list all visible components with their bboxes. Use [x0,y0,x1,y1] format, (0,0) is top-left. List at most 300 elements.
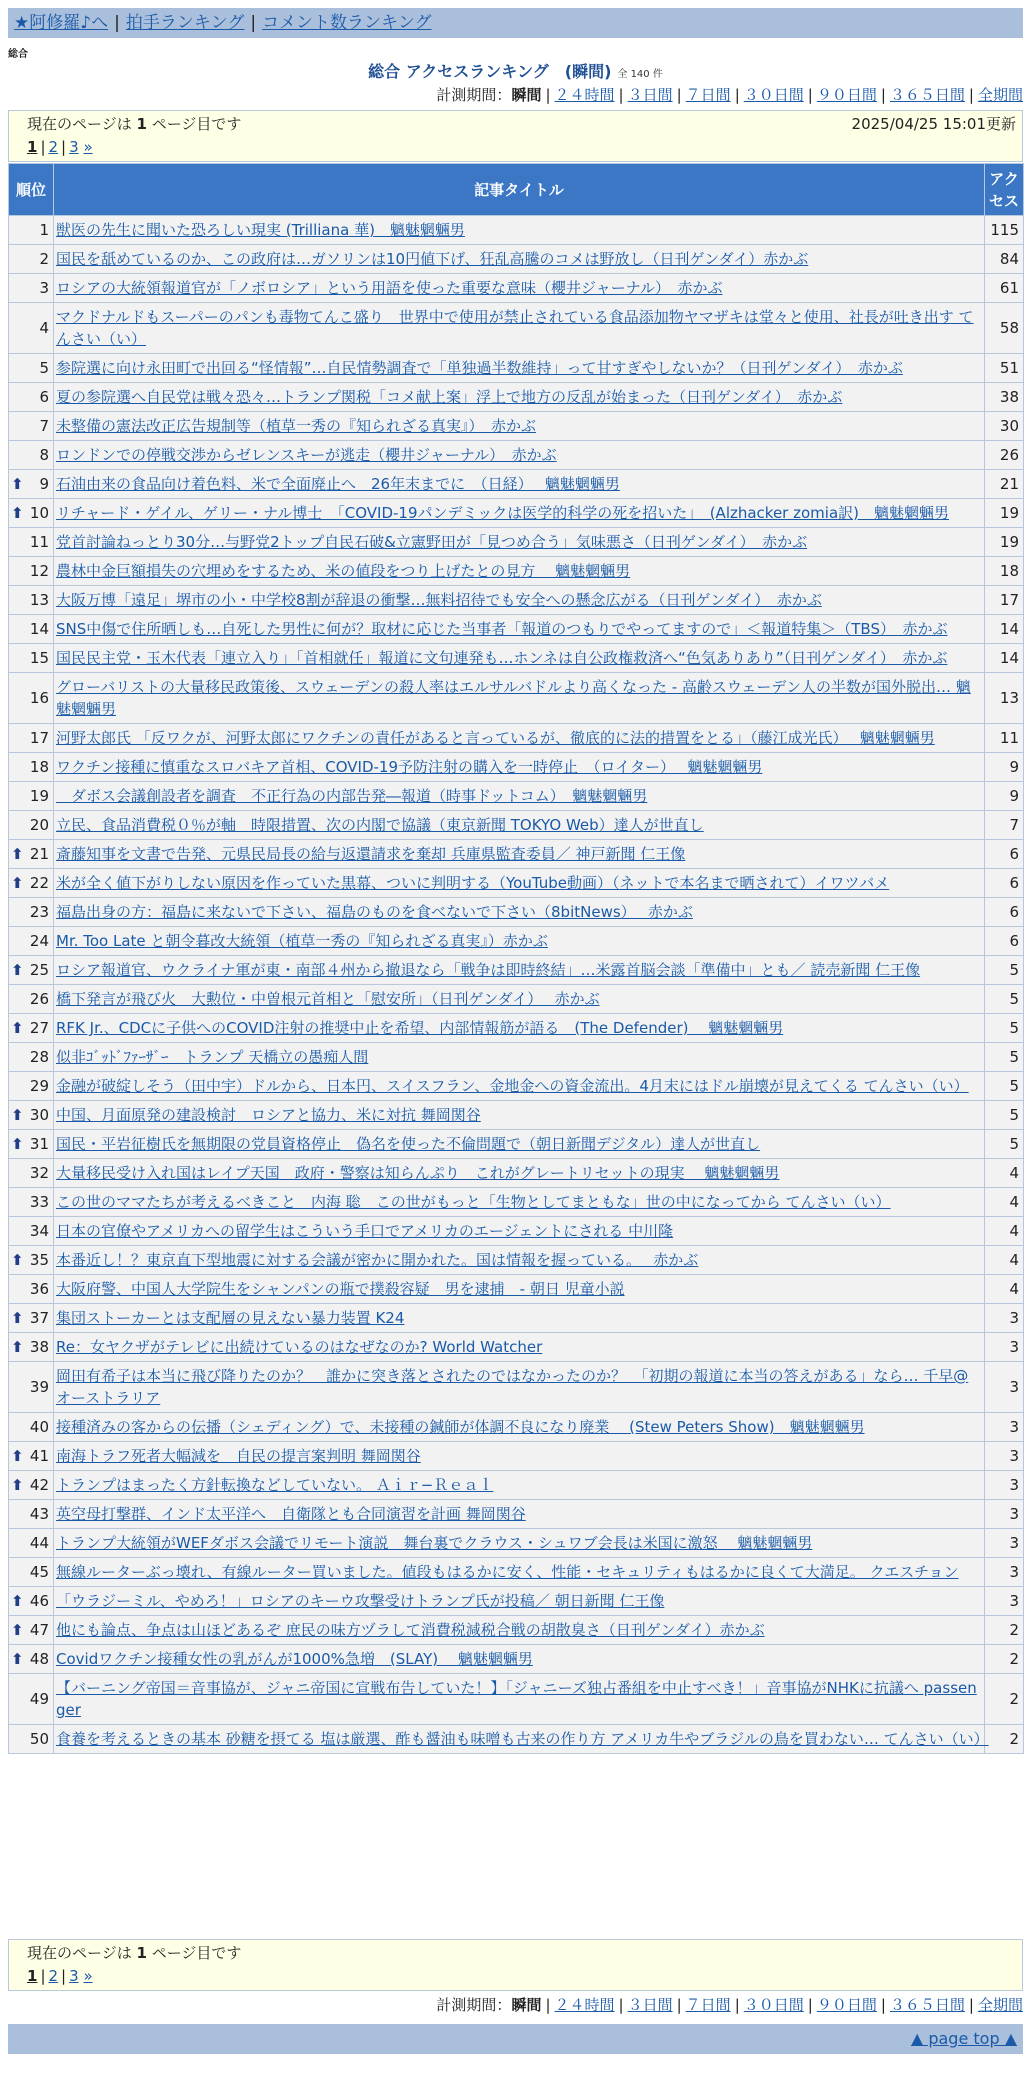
rank-number: 19 [29,787,49,805]
rank-cell [9,869,54,898]
access-count: 7 [985,811,1024,840]
total-count: 全 140 件 [617,69,663,80]
article-link[interactable]: 接種済みの客からの伝播（シェディング）で、未接種の鍼師が体調不良になり廃業 (Stew Peters Show) 魑魅魍魎男 [56,1418,865,1436]
page-link-2[interactable]: 2 [48,1967,59,1985]
article-link[interactable]: この世のママたちが考えるべきこと 内海 聡 この世がもっと「生物としてまともな」世の中になってから てんさい（い） [56,1193,891,1211]
rank-number: 5 [39,359,49,377]
rank-number: 1 [39,221,49,239]
pager-top [8,110,1023,162]
access-count: 2 [985,1616,1024,1645]
article-link[interactable]: 南海トラフ死者大幅減を 自民の提言案判明 舞岡関谷 [56,1447,421,1465]
title-cell [54,1275,985,1304]
article-link[interactable]: リチャード・ゲイル、ゲリー・ナル博士 「COVID-19パンデミックは医学的科学の死を招いた」 (Alzhacker zomia訳) 魑魅魍魎男 [56,504,949,522]
access-count: 9 [985,753,1024,782]
rank-number: 18 [29,758,49,776]
table-row [9,840,1024,869]
rank-number: 7 [39,417,49,435]
footer-bar [8,2024,1023,2054]
access-count: 51 [985,354,1024,383]
page-status [27,1942,1022,1965]
rank-number: 40 [29,1418,49,1436]
access-count: 3 [985,1304,1024,1333]
rank-number: 17 [29,729,49,747]
rank-cell [9,1275,54,1304]
article-link[interactable]: 「ウラジーミル、やめろ！」ロシアのキーウ攻撃受けトランプ氏が投稿／ 朝日新聞 仁王像 [56,1592,665,1610]
comment-ranking-link[interactable]: コメント数ランキング [262,13,432,33]
page-link-3[interactable]: 3 [69,138,79,156]
article-link[interactable]: 本番近し！？東京直下型地震に対する会議が密かに開かれた。国は情報を握っている。 赤かぶ [56,1251,699,1269]
up-arrow-icon: ⬆ [11,504,24,522]
page-status-prefix: 現在のページは [27,1944,132,1962]
rank-cell [9,1413,54,1442]
rank-number: 14 [29,620,49,638]
up-arrow-icon: ⬆ [11,1309,24,1327]
up-arrow-icon: ⬆ [11,1476,24,1494]
table-row [9,1413,1024,1442]
article-link[interactable]: 似非ｺﾞｯﾄﾞﾌｧｰｻﾞｰ トランプ 天橋立の愚痴人間 [56,1048,369,1066]
rank-cell [9,1645,54,1674]
access-count: 61 [985,274,1024,303]
next-page-link[interactable]: » [83,1967,93,1985]
title-cell [54,644,985,673]
title-cell [54,274,985,303]
article-link[interactable]: SNS中傷で住所晒しも…自死した男性に何が？取材に応じた当事者「報道のつもりでやってますので」＜報道特集＞（TBS） 赤かぶ [56,620,948,638]
page-status-number: 1 [136,115,147,133]
rank-number: 44 [29,1534,49,1552]
table-row [9,644,1024,673]
up-arrow-icon: ⬆ [11,475,24,493]
table-row [9,1616,1024,1645]
article-link[interactable]: 農林中金巨額損失の穴埋めをするため、米の値段をつり上げたとの見方 魑魅魍魎男 [56,562,631,580]
rank-number: 16 [29,689,49,707]
period-separator: | [880,1996,886,2014]
table-row [9,1101,1024,1130]
rank-cell [9,1246,54,1275]
rank-cell [9,1101,54,1130]
rank-cell [9,1471,54,1500]
period-link-2[interactable]: ７日間 [685,1996,731,2014]
access-count: 26 [985,441,1024,470]
article-link[interactable]: 斎藤知事を文書で告発、元県民局長の給与返還請求を棄却 兵庫県監査委員／ 神戸新聞 仁王像 [56,845,686,863]
ranking-table [8,163,1024,1754]
period-link-6[interactable]: 全期間 [977,1996,1023,2014]
access-count: 5 [985,1072,1024,1101]
rank-number: 4 [39,319,49,337]
access-count: 11 [985,724,1024,753]
rank-cell [9,1043,54,1072]
rank-number: 25 [29,961,49,979]
rank-cell [9,1217,54,1246]
up-arrow-icon: ⬆ [11,845,24,863]
page-separator: | [40,1967,46,1985]
rank-number: 35 [29,1251,49,1269]
period-link-6[interactable]: 全期間 [977,86,1023,104]
table-row [9,1471,1024,1500]
table-row [9,245,1024,274]
period-separator: | [968,1996,974,2014]
article-link[interactable]: 石油由来の食品向け着色料、米で全面廃止へ 26年末までに （日経） 魑魅魍魎男 [56,475,620,493]
period-link-1[interactable]: ３日間 [627,1996,673,2014]
article-link[interactable]: 橋下発言が飛び火 大勲位・中曽根元首相と「慰安所」（日刊ゲンダイ） 赤かぶ [56,990,600,1008]
up-arrow-icon: ⬆ [11,1650,24,1668]
table-row [9,869,1024,898]
section-label: 総合 [8,49,28,60]
rank-cell [9,499,54,528]
rank-number: 27 [29,1019,49,1037]
title-cell [54,557,985,586]
title-cell [54,1725,989,1754]
period-link-4[interactable]: ９０日間 [816,1996,877,2014]
article-link[interactable]: 英空母打撃群、インド太平洋へ 自衛隊とも合同演習を計画 舞岡関谷 [56,1505,526,1523]
title-cell [54,1130,985,1159]
table-row [9,1072,1024,1101]
rank-number: 46 [29,1592,49,1610]
title-cell [54,528,985,557]
page-links [27,1965,1022,1988]
rank-cell [9,1188,54,1217]
rank-header: 順位 [9,164,54,216]
rank-number: 30 [29,1106,49,1124]
rank-number: 49 [29,1690,49,1708]
table-row [9,1333,1024,1362]
article-link[interactable]: 参院選に向け永田町で出回る“怪情報”…自民情勢調査で「単独過半数維持」って甘すぎやしないか？（日刊ゲンダイ） 赤かぶ [56,359,903,377]
period-link-1[interactable]: ３日間 [627,86,673,104]
access-count: 6 [985,869,1024,898]
rank-cell [9,586,54,615]
access-count: 58 [985,303,1024,354]
period-link-5[interactable]: ３６５日間 [889,1996,965,2014]
rank-cell [9,1529,54,1558]
title-header: 記事タイトル [54,164,985,216]
access-count: 14 [985,644,1024,673]
applause-ranking-link[interactable]: 拍手ランキング [125,13,245,33]
title-cell [54,216,985,245]
up-arrow-icon: ⬆ [11,1592,24,1610]
up-arrow-icon: ⬆ [11,1106,24,1124]
title-cell [54,1500,985,1529]
table-row [9,1304,1024,1333]
article-link[interactable]: 金融が破綻しそう（田中宇）ドルから、日本円、スイスフラン、金地金への資金流出。4月末にはドル崩壊が見えてくる てんさい（い） [56,1077,969,1095]
table-row [9,274,1024,303]
period-separator: | [807,86,813,104]
title-cell [54,1645,985,1674]
ranking-title: 総合 アクセスランキング (瞬間) [368,62,612,81]
rank-cell [9,303,54,354]
table-row [9,303,1024,354]
title-cell [54,673,985,724]
rank-cell [9,528,54,557]
article-link[interactable]: 食養を考えるときの基本 砂糖を摂てる 塩は厳選、酢も醤油も味噌も古来の作り方 アメリカ牛やブラジルの鳥を買わない… てんさい（い） [56,1730,989,1748]
title-cell [54,615,985,644]
article-link[interactable]: グローバリストの大量移民政策後、スウェーデンの殺人率はエルサルバドルより高くなった - 高齢スウェーデン人の半数が国外脱出… 魑魅魍魎男 [56,678,971,718]
table-row [9,724,1024,753]
rank-cell [9,811,54,840]
rank-cell [9,441,54,470]
article-link[interactable]: 中国、月面原発の建設検討 ロシアと協力、米に対抗 舞岡関谷 [56,1106,481,1124]
page-top-link[interactable]: ▲ page top ▲ [910,2029,1017,2048]
page-link-3[interactable]: 3 [69,1967,79,1985]
access-count: 3 [985,1471,1024,1500]
table-row [9,470,1024,499]
up-arrow-icon: ⬆ [11,1338,24,1356]
page-separator: | [61,1967,67,1985]
access-count: 6 [985,898,1024,927]
article-link[interactable]: ロシアの大統領報道官が「ノボロシア」という用語を使った重要な意味（櫻井ジャーナル） 赤かぶ [56,279,723,297]
access-count: 19 [985,499,1024,528]
article-link[interactable]: 立民、食品消費税０％が軸 時限措置、次の内閣で協議（東京新聞 TOKYO Web）達人が世直し [56,816,704,834]
title-cell [54,1304,985,1333]
table-row [9,1014,1024,1043]
nav-separator: | [250,13,257,33]
article-link[interactable]: 大量移民受け入れ国はレイプ天国 政府・警察は知らんぷり これがグレートリセットの現実 魑魅魍魎男 [56,1164,780,1182]
article-link[interactable]: 福島出身の方：福島に来ないで下さい、福島のものを食べないで下さい（8bitNews） 赤かぶ [56,903,693,921]
table-row [9,354,1024,383]
article-link[interactable]: 岡田有希子は本当に飛び降りたのか？ 誰かに突き落とされたのではなかったのか？ 「初期の報道に本当の答えがある」なら… 千早@オーストラリア [56,1367,969,1407]
period-link-3[interactable]: ３０日間 [743,86,804,104]
table-row [9,1587,1024,1616]
table-row [9,412,1024,441]
table-row [9,956,1024,985]
page-status-prefix: 現在のページは [27,115,132,133]
access-count: 3 [985,1587,1024,1616]
access-count: 14 [985,615,1024,644]
period-link-2[interactable]: ７日間 [685,86,731,104]
article-link[interactable]: マクドナルドもスーパーのパンも毒物てんこ盛り 世界中で使用が禁止されている食品添加物ヤマザキは堂々と使用、社長が吐き出す てんさい（い） [56,308,974,348]
rank-cell [9,1130,54,1159]
article-link[interactable]: 国民・平岩征樹氏を無期限の党員資格停止 偽名を使った不倫問題で（朝日新聞デジタル）達人が世直し [56,1135,761,1153]
access-count: 18 [985,557,1024,586]
table-row [9,985,1024,1014]
period-separator: | [968,86,974,104]
title-cell [54,1014,985,1043]
title-cell [54,441,985,470]
title-cell [54,1587,985,1616]
updated-timestamp: 2025/04/25 15:01更新 [851,115,1016,133]
table-row [9,782,1024,811]
article-link[interactable]: 米が全く値下がりしない原因を作っていた黒幕、ついに判明する（YouTube動画）（ネットで本名まで晒されて）イワツバメ [56,874,890,892]
rank-number: 10 [29,504,49,522]
title-cell [54,245,985,274]
access-count: 38 [985,383,1024,412]
title-cell [54,985,985,1014]
access-count: 13 [985,673,1024,724]
period-separator: | [545,86,551,104]
rank-number: 3 [39,279,49,297]
access-count: 2 [985,1674,1024,1725]
access-count: 6 [985,840,1024,869]
title-cell [54,753,985,782]
title-cell [54,1159,985,1188]
rank-number: 41 [29,1447,49,1465]
table-row [9,1725,1024,1754]
table-row [9,1558,1024,1587]
rank-number: 28 [29,1048,49,1066]
article-link[interactable]: 国民を舐めているのか、この政府は…ガソリンは10円値下げ、狂乱高騰のコメは野放し（日刊ゲンダイ）赤かぶ [56,250,809,268]
access-count: 3 [985,1442,1024,1471]
table-row [9,441,1024,470]
current-page: 1 [27,138,38,156]
table-row [9,753,1024,782]
rank-cell [9,412,54,441]
period-current: 瞬間 [511,1996,542,2014]
article-link[interactable]: ダボス会議創設者を調査 不正行為の内部告発―報道（時事ドットコム） 魑魅魍魎男 [56,787,648,805]
access-count: 3 [985,1529,1024,1558]
page-links [27,136,1022,159]
article-link[interactable]: 未整備の憲法改正広告規制等（植草一秀の『知られざる真実』） 赤かぶ [56,417,537,435]
title-cell [54,1333,985,1362]
period-link-0[interactable]: ２４時間 [554,86,615,104]
table-row [9,1275,1024,1304]
article-link[interactable]: ロシア報道官、ウクライナ軍が東・南部４州から撤退なら「戦争は即時終結」…米露首脳会談「準備中」とも／ 読売新聞 仁王像 [56,961,921,979]
up-arrow-icon: ⬆ [11,1019,24,1037]
rank-cell [9,898,54,927]
period-current: 瞬間 [511,86,542,104]
article-link[interactable]: 日本の官僚やアメリカへの留学生はこういう手口でアメリカのエージェントにされる 中川隆 [56,1222,674,1240]
title-cell [54,1188,985,1217]
article-link[interactable]: 国民民主党・玉木代表「連立入り」「首相就任」報道に文句連発も…ホンネは自公政権救済へ“色気ありあり”（日刊ゲンダイ） 赤かぶ [56,649,948,667]
table-row [9,1500,1024,1529]
rank-number: 8 [39,446,49,464]
table-row [9,499,1024,528]
article-link[interactable]: 夏の参院選へ自民党は戦々恐々…トランプ関税「コメ献上案」浮上で地方の反乱が始まった（日刊ゲンダイ） 赤かぶ [56,388,843,406]
rank-cell [9,1072,54,1101]
access-count: 5 [985,1043,1024,1072]
title-cell [54,782,985,811]
access-count: 3 [985,1500,1024,1529]
title-cell [54,869,985,898]
period-selector-bottom [436,1994,1023,2016]
article-link[interactable]: RFK Jr.、CDCに子供へのCOVID注射の推奨中止を希望、内部情報筋が語る (The Defender) 魑魅魍魎男 [56,1019,784,1037]
rank-number: 20 [29,816,49,834]
rank-number: 38 [29,1338,49,1356]
period-link-3[interactable]: ３０日間 [743,1996,804,2014]
home-link[interactable]: ★阿修羅♪へ [14,13,109,33]
article-link[interactable]: ワクチン接種に慎重なスロバキア首相、COVID-19予防注射の購入を一時停止 （ロイター） 魑魅魍魎男 [56,758,763,776]
rank-number: 13 [29,591,49,609]
table-header-row [9,164,1024,216]
rank-cell [9,354,54,383]
period-label: 計測期間： [436,86,512,104]
rank-number: 12 [29,562,49,580]
up-arrow-icon: ⬆ [11,1621,24,1639]
period-link-4[interactable]: ９０日間 [816,86,877,104]
title-cell [54,470,985,499]
rank-number: 15 [29,649,49,667]
access-count: 3 [985,1362,1024,1413]
period-link-5[interactable]: ３６５日間 [889,86,965,104]
title-cell [54,1558,985,1587]
table-row [9,1159,1024,1188]
access-count: 19 [985,528,1024,557]
rank-cell [9,956,54,985]
article-link[interactable]: Mr. Too Late と朝令暮改大統領（植草一秀の『知られざる真実』）赤かぶ [56,932,548,950]
title-cell [54,1101,985,1130]
article-link[interactable]: 党首討論ねっとり30分…与野党2トップ自民石破&立憲野田が「見つめ合う」気味悪さ（日刊ゲンダイ） 赤かぶ [56,533,808,551]
rank-cell [9,1442,54,1471]
table-row [9,811,1024,840]
period-separator: | [618,1996,624,2014]
table-row [9,1442,1024,1471]
access-count: 4 [985,1159,1024,1188]
rank-number: 34 [29,1222,49,1240]
article-link[interactable]: 獣医の先生に聞いた恐ろしい現実 (Trilliana 華) 魑魅魍魎男 [56,221,465,239]
title-cell [54,1413,985,1442]
rank-cell [9,840,54,869]
article-link[interactable]: 大阪府警、中国人大学院生をシャンパンの瓶で撲殺容疑 男を逮捕 - 朝日 児童小説 [56,1280,625,1298]
article-link[interactable]: Re：女ヤクザがテレビに出続けているのはなぜなのか? World Watcher [56,1338,543,1356]
title-cell [54,898,985,927]
title-cell [54,1072,985,1101]
article-link[interactable]: Covidワクチン接種女性の乳がんが1000%急増 (SLAY) 魑魅魍魎男 [56,1650,533,1668]
rank-number: 33 [29,1193,49,1211]
rank-number: 22 [29,874,49,892]
rank-number: 32 [29,1164,49,1182]
next-page-link[interactable]: » [83,138,93,156]
title-cell [54,724,985,753]
page-link-2[interactable]: 2 [48,138,59,156]
rank-cell [9,673,54,724]
rank-cell [9,1587,54,1616]
table-row [9,898,1024,927]
article-link[interactable]: トランプはまったく方針転換などしていない。 Ａｉｒ−Ｒｅａｌ [56,1476,494,1494]
page-status-suffix: ページ目です [151,1944,242,1962]
article-link[interactable]: 集団ストーカーとは支配層の見えない暴力装置 K24 [56,1309,405,1327]
rank-cell [9,615,54,644]
title-cell [54,1043,985,1072]
table-row [9,383,1024,412]
title-cell [54,927,985,956]
article-link[interactable]: ロンドンでの停戦交渉からゼレンスキーが逃走（櫻井ジャーナル） 赤かぶ [56,446,557,464]
title-cell [54,956,985,985]
period-selector-top [436,84,1023,106]
access-count: 21 [985,470,1024,499]
rank-cell [9,216,54,245]
article-link[interactable]: 他にも論点、争点は山ほどあるぞ 庶民の味方ヅラして消費税減税合戦の胡散臭さ（日刊ゲンダイ）赤かぶ [56,1621,765,1639]
article-link[interactable]: 大阪万博「遠足」堺市の小・中学校8割が辞退の衝撃…無料招待でも安全への懸念広がる（日刊ゲンダイ） 赤かぶ [56,591,822,609]
article-link[interactable]: 【バーニング帝国＝音事協が、ジャニ帝国に宣戦布告していた！】「ジャニーズ独占番組を中止すべき！」音事協がNHKに抗議へ passenger [56,1679,977,1719]
table-row [9,1188,1024,1217]
title-cell [54,1442,985,1471]
title-cell [54,586,985,615]
period-separator: | [734,1996,740,2014]
access-count: 2 [985,1645,1024,1674]
rank-cell [9,644,54,673]
access-count: 17 [985,586,1024,615]
table-row [9,927,1024,956]
title-cell [54,412,985,441]
access-count: 30 [985,412,1024,441]
period-link-0[interactable]: ２４時間 [554,1996,615,2014]
title-cell [54,1616,985,1645]
title-cell [54,354,985,383]
table-row [9,1362,1024,1413]
access-count: 115 [985,216,1024,245]
title-cell [54,1217,985,1246]
article-link[interactable]: トランプ大統領がWEFダボス会議でリモート演説 舞台裏でクラウス・シュワブ会長は米国に激怒 魑魅魍魎男 [56,1534,813,1552]
table-row [9,216,1024,245]
page-separator: | [40,138,46,156]
rank-number: 29 [29,1077,49,1095]
access-count: 4 [985,1188,1024,1217]
current-page: 1 [27,1967,38,1985]
nav-separator: | [114,13,120,33]
article-link[interactable]: 無線ルーターぶっ壊れ、有線ルーター買いました。値段もはるかに安く、性能・セキュリティもはるかに良くて大満足。 クエスチョン [56,1563,959,1581]
access-count: 3 [985,1413,1024,1442]
article-link[interactable]: 河野太郎氏 「反ワクが、河野太郎にワクチンの責任があると言っているが、徹底的に法的措置をとる」（藤江成光氏） 魑魅魍魎男 [56,729,935,747]
access-count: 3 [985,1558,1024,1587]
title-cell [54,499,985,528]
rank-number: 47 [29,1621,49,1639]
